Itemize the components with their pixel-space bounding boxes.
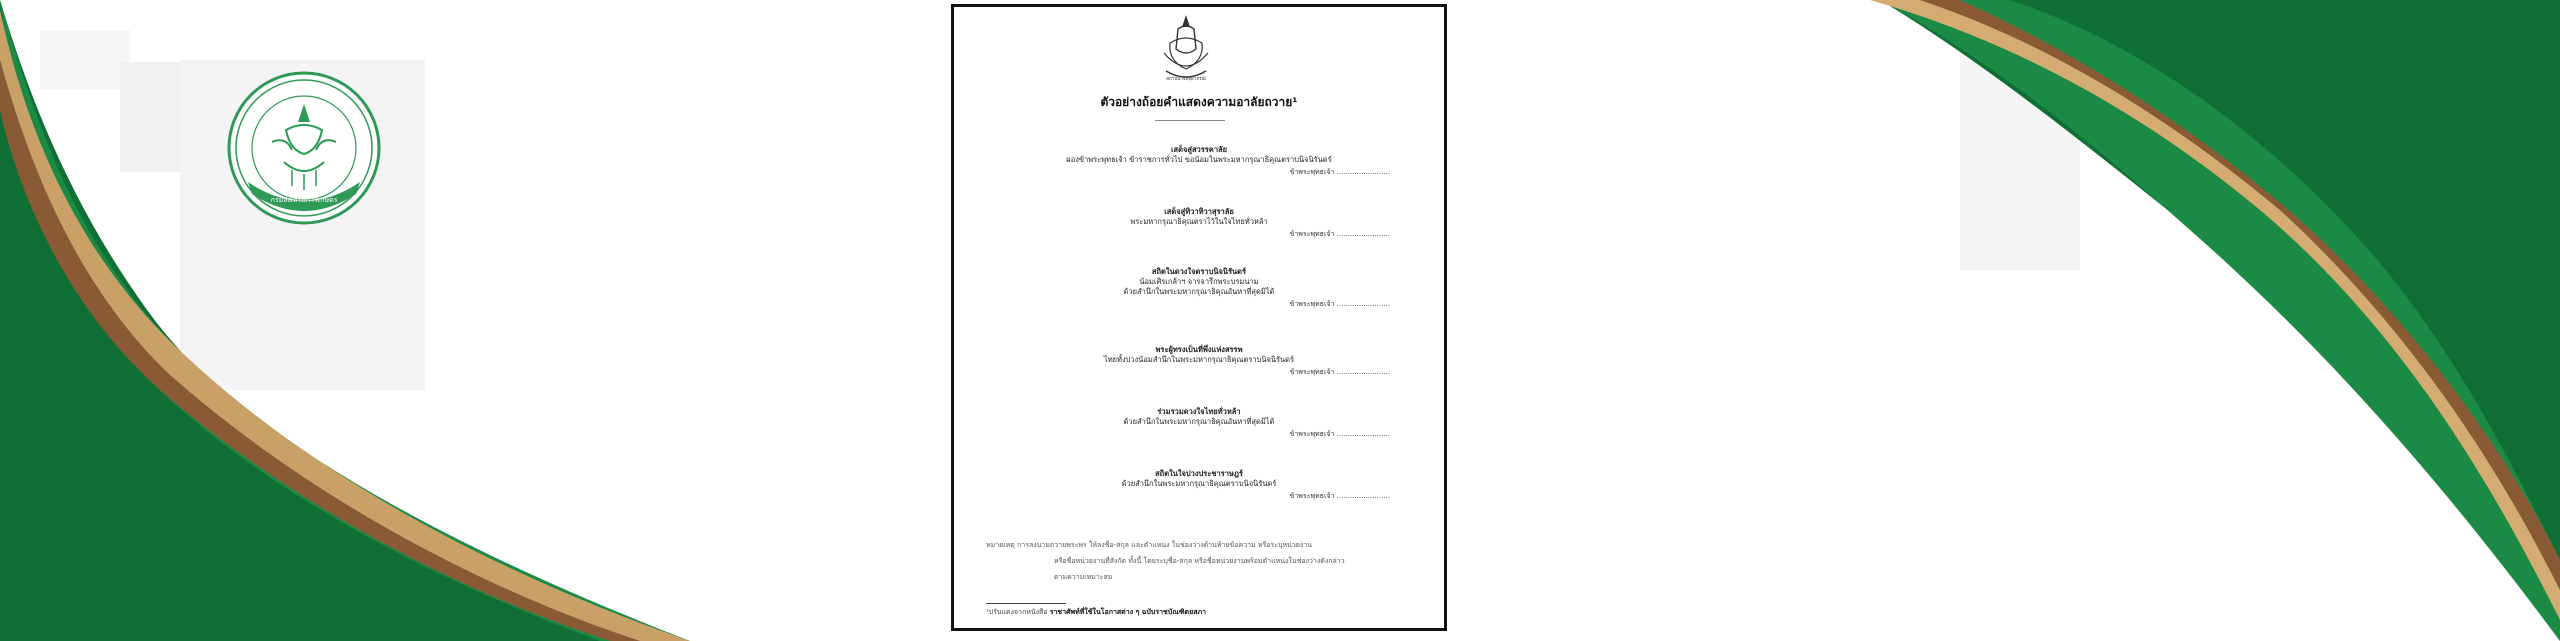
title-divider	[1155, 120, 1225, 121]
note-line: หรือชื่อหน่วยงานที่สังกัด ทั้งนี้ โดยระบุชื่อ-สกุล หรือชื่อหน่วยงานพร้อมตำแหน่งในช่องว่างดังกล่าว	[1054, 557, 1345, 565]
entry-heading: เสด็จสู่สวรรคาลัย	[1170, 145, 1228, 154]
footnote-source: ราชาศัพท์ที่ใช้ในโอกาสต่าง ๆ ฉบับราชบัณฑิตยสภา	[1049, 608, 1207, 616]
entry-text: ผองข้าพระพุทธเจ้า ข้าราชการทั่วไป ขอน้อมในพระมหากรุณาธิคุณตราบนิจนิรันดร์	[1066, 155, 1332, 164]
footnote-prefix: ¹ปรับแต่งจากหนังสือ	[986, 608, 1048, 616]
entry-text: ด้วยสำนึกในพระมหากรุณาธิคุณตราบนิจนิรันดร์	[1121, 479, 1277, 488]
entry-text: ด้วยสำนึกในพระมหากรุณาธิคุณอันหาที่สุดมิได้	[1123, 417, 1275, 426]
footnote	[986, 607, 1206, 618]
faint-block	[40, 30, 130, 90]
footnote-divider	[986, 603, 1066, 604]
document-note	[986, 537, 1426, 585]
entry-heading: เสด็จสู่ทิวาทิวาสุราลัย	[1164, 207, 1234, 216]
entry-signature: ข้าพระพุทธเจ้า ........................	[1289, 492, 1390, 500]
note-line: ตามความเหมาะสม	[1054, 573, 1113, 581]
entry-text: ด้วยสำนึกในพระมหากรุณาธิคุณอันหาที่สุดมิได้	[1123, 287, 1275, 296]
condolence-entry	[954, 345, 1444, 376]
condolence-entry	[954, 145, 1444, 176]
entry-heading: สถิตในใจปวงประชาราษฎร์	[1155, 469, 1243, 478]
condolence-entry	[954, 207, 1444, 238]
note-line: หมายเหตุ การลงนามถวายพระพร ให้ลงชื่อ-สกุล และตำแหน่ง ในช่องว่างด้านท้ายข้อความ หรือระบุหน่วยงาน	[986, 541, 1313, 549]
entry-signature: ข้าพระพุทธเจ้า ........................	[1289, 368, 1390, 376]
entry-subheading: น้อมเศิรเกล้าฯ จารจารึกพระบรมนาม	[1139, 277, 1259, 286]
document-title: ตัวอย่างถ้อยคำแสดงความอาลัยถวาย¹	[1100, 95, 1298, 109]
entry-text: ไทยทั้งปวงน้อมสำนึกในพระมหากรุณาธิคุณตราบนิจนิรันดร์	[1103, 355, 1295, 364]
entry-heading: ร่วมรวมดวงใจไทยทั่วหล้า	[1157, 407, 1241, 416]
royal-emblem-logo	[1154, 13, 1218, 83]
entry-heading: สถิตในดวงใจตราบนิจนิรันดร์	[1151, 267, 1247, 276]
entry-signature: ข้าพระพุทธเจ้า ........................	[1289, 430, 1390, 438]
entry-heading: พระผู้ทรงเป็นที่พึ่งแห่งสรรพ	[1155, 345, 1243, 354]
department-seal-logo	[226, 70, 382, 226]
entry-signature: ข้าพระพุทธเจ้า ........................	[1289, 300, 1390, 308]
seal-caption: กรมส่งเสริมการเกษตร	[270, 196, 338, 204]
entry-text: พระมหากรุณาธิคุณตราไว้ในใจไทยทั่วหล้า	[1130, 217, 1268, 226]
condolence-entry	[954, 407, 1444, 438]
emblem-caption: สถาบันวิจัยจุฬาภรณ์	[1166, 77, 1206, 82]
condolence-entry	[954, 267, 1444, 308]
entry-signature: ข้าพระพุทธเจ้า ........................	[1289, 230, 1390, 238]
condolence-entry	[954, 469, 1444, 500]
entry-signature: ข้าพระพุทธเจ้า ........................	[1289, 168, 1390, 176]
document-page	[951, 4, 1447, 631]
